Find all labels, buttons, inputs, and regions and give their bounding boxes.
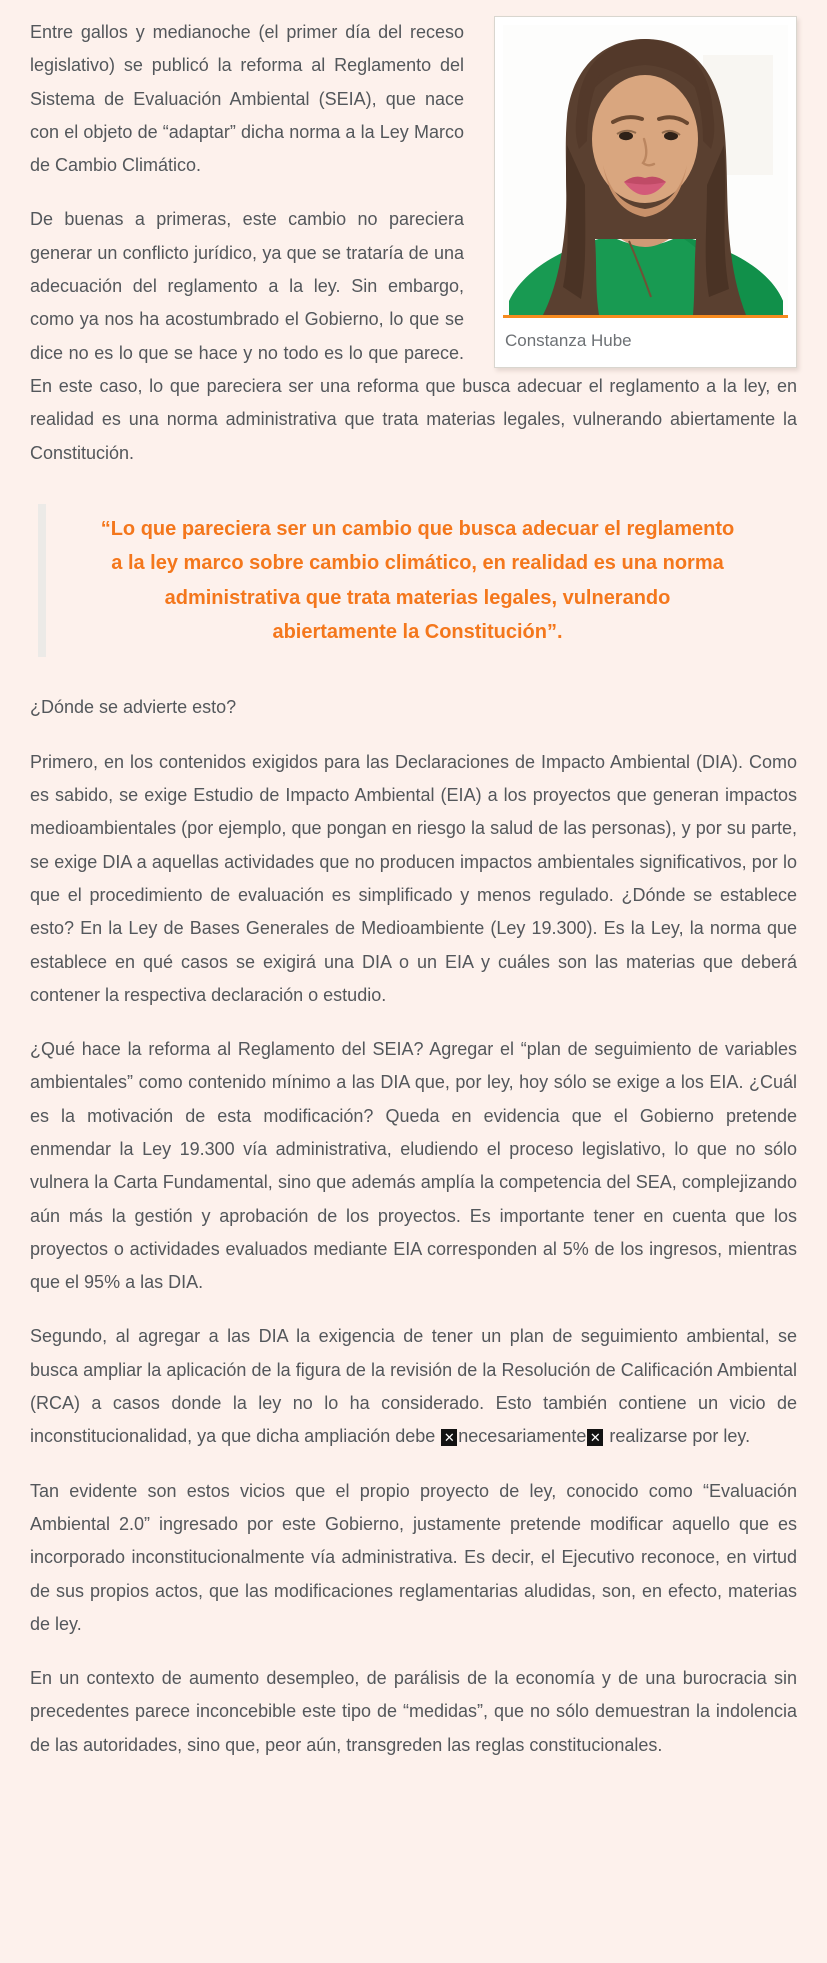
paragraph-body-1: Primero, en los contenidos exigidos para las Declaraciones de Impacto Ambiental (DIA). Como es sabido, se exige Estudio de Impacto Ambiental (EIA) a los proyectos que generan impactos medioambientales (por ejemplo, que pongan en riesgo la salud de las personas), y por su parte, se exige DIA a aquellas actividades que no producen impactos ambientales significativos, por lo que el procedimiento de evaluación es simplificado y menos regulado. ¿Dónde se establece esto? En la Ley de Bases Generales de Medioambiente (Ley 19.300). Es la Ley, la norma que establece en qué casos se exigirá una DIA o un EIA y cuáles son las materias que deberá contener la respectiva declaración o estudio.: [30, 751, 797, 1005]
article-body: [30, 16, 797, 1762]
author-caption: Constanza Hube: [505, 331, 632, 350]
paragraph-body-4: Tan evidente son estos vicios que el propio proyecto de ley, conocido como “Evaluación Ambiental 2.0” ingresado por este Gobierno, justamente pretende modificar aquello que es incorporado inconstitucionalmente vía administrativa. Es decir, el Ejecutivo reconoce, en virtud de sus propios actos, que las modificaciones reglamentarias aludidas, son, en efecto, materias de ley.: [30, 1480, 797, 1634]
author-card: [494, 16, 797, 368]
question-heading: ¿Dónde se advierte esto?: [30, 697, 237, 718]
paragraph-body-2: ¿Qué hace la reforma al Reglamento del SEIA? Agregar el “plan de seguimiento de variables ambientales” como contenido mínimo a las DIA que, por ley, hoy sólo se exige a los EIA. ¿Cuál es la motivación de esta modificación? Queda en evidencia que el Gobierno pretende enmendar la Ley 19.300 vía administrativa, eludiendo el proceso legislativo, lo que no sólo vulnera la Carta Fundamental, sino que además amplía la competencia del SEA, complejizando aún más la gestión y aprobación de los proyectos. Es importante tener en cuenta que los proyectos o actividades evaluados mediante EIA corresponden al 5% de los ingresos, mientras que el 95% a las DIA.: [30, 1039, 797, 1293]
pull-quote-text: “Lo que pareciera ser un cambio que busca adecuar el reglamento a la ley marco sobre cambio climático, en realidad es una norma administrativa que trata materias legales, vulnerando abiertamente la Constitución”.: [100, 517, 735, 644]
paragraph-body-5: En un contexto de aumento desempleo, de parálisis de la economía y de una burocracia sin precedentes parece inconcebible este tipo de “medidas”, que no sólo demuestran la indolencia de las autoridades, sino que, peor aún, transgreden las reglas constitucionales.: [30, 1668, 797, 1755]
missing-glyph-box: ✕: [441, 1429, 457, 1446]
pull-quote: [38, 504, 797, 658]
author-portrait-image: [503, 25, 788, 315]
missing-glyph-box: ✕: [587, 1429, 603, 1446]
paragraph-intro-1: Entre gallos y medianoche (el primer día del receso legislativo) se publicó la reforma al Reglamento del Sistema de Evaluación Ambiental (SEIA), que nace con el objeto de “adaptar” dicha norma a la Ley Marco de Cambio Climático.: [30, 22, 464, 176]
paragraph-body-3: Segundo, al agregar a las DIA la exigencia de tener un plan de seguimiento ambiental, se busca ampliar la aplicación de la figura de la revisión de la Resolución de Calificación Ambiental (RCA) a casos donde la ley no lo ha considerado. Esto también contiene un vicio de inconstitucionalidad, ya que dicha ampliación debe ✕ necesariamente ✕ realizarse por ley.: [30, 1326, 797, 1447]
paragraph-intro-2: De buenas a primeras, este cambio no pareciera generar un conflicto jurídico, ya que se trataría de una adecuación del reglamento a la ley. Sin embargo, como ya nos ha acostumbrado el Gobierno, lo que se dice no es lo que se hace y no todo es lo que parece. En este caso, lo que pareciera ser una reforma que busca adecuar el reglamento a la ley, en realidad es una norma administrativa que trata materias legales, vulnerando abiertamente la Constitución.: [30, 209, 797, 463]
author-photo: [503, 25, 788, 315]
